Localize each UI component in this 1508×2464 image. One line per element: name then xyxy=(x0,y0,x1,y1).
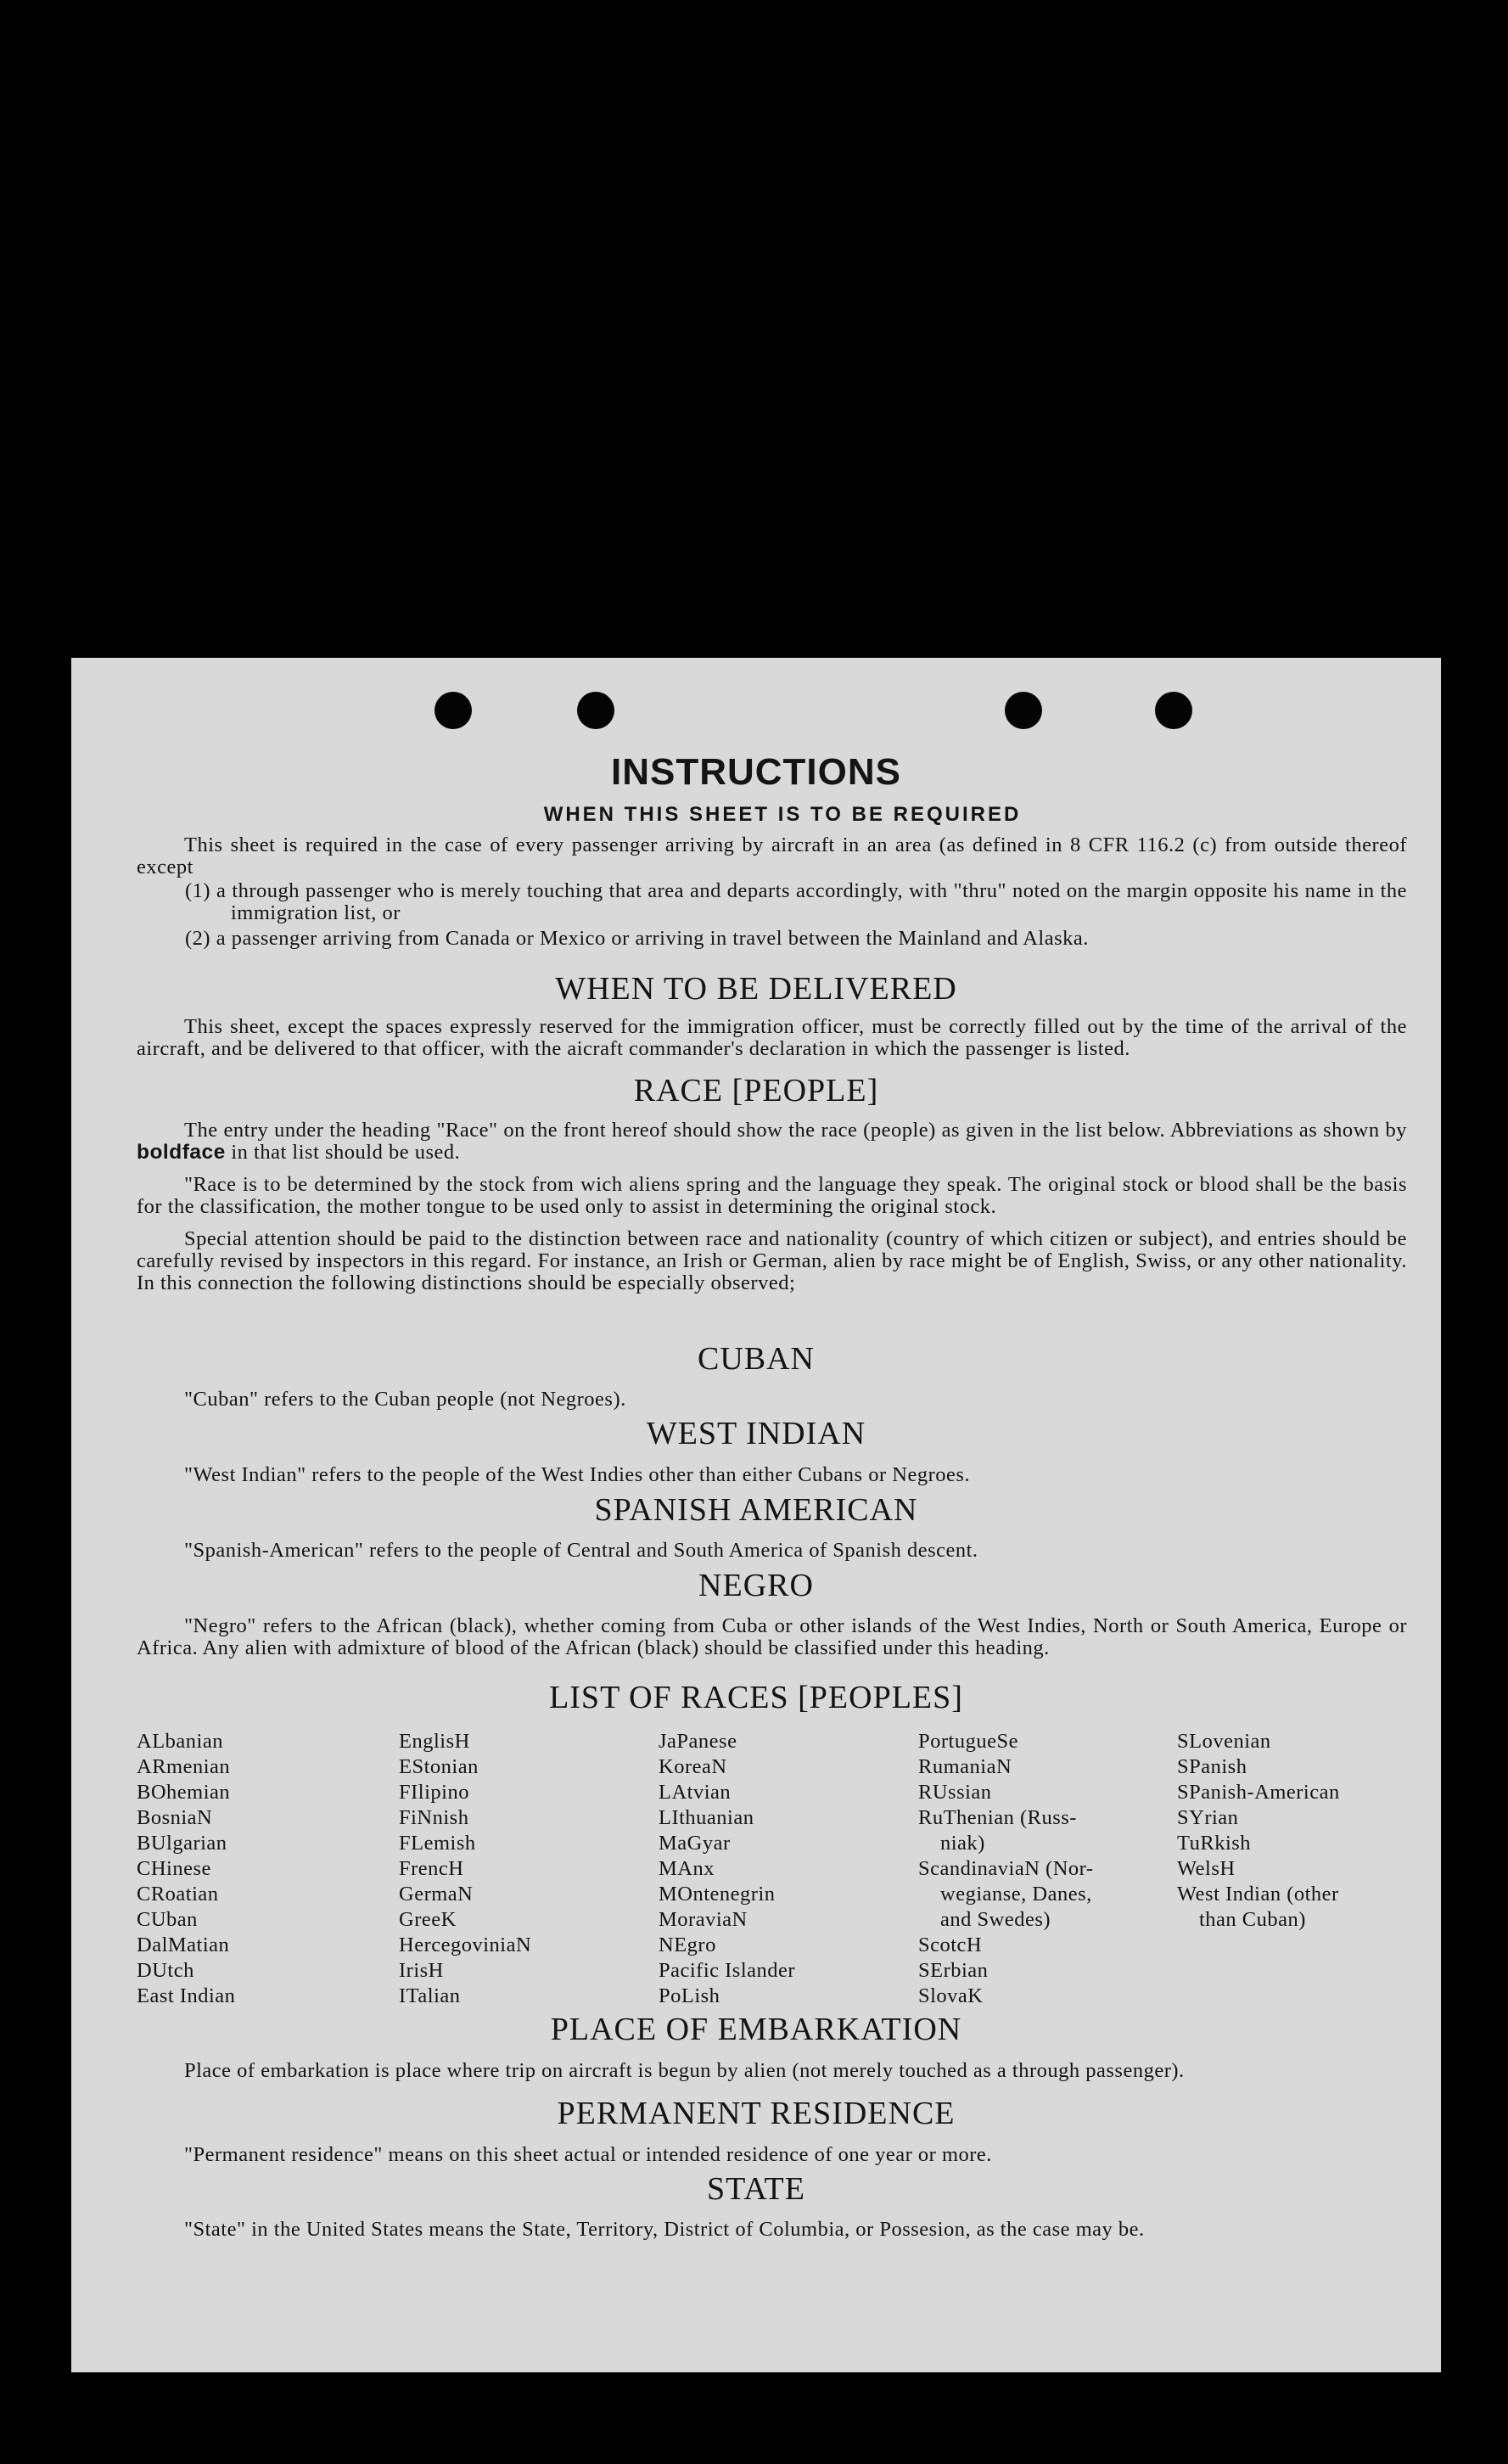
race-item: WelsH xyxy=(1177,1857,1236,1880)
race-text xyxy=(137,1120,1407,1294)
race-item: than Cuban) xyxy=(1199,1908,1306,1931)
race-item: ITalian xyxy=(399,1984,461,2007)
delivered-text xyxy=(137,1016,1407,1060)
race-item: LIthuanian xyxy=(659,1806,754,1829)
race-item: ScotcH xyxy=(918,1934,983,1956)
race-paragraph-1 xyxy=(137,1120,1407,1164)
race-item: MoraviaN xyxy=(659,1908,748,1931)
residence-paragraph: "Permanent residence" means on this sheet actual or intended residence of one year or more. xyxy=(184,2143,992,2166)
race-item: GreeK xyxy=(399,1908,457,1931)
west-indian-text xyxy=(137,1464,1407,1486)
race-item: SLovenian xyxy=(1177,1730,1271,1753)
race-item: CRoatian xyxy=(137,1883,219,1906)
race-item: Pacific Islander xyxy=(659,1959,796,1982)
race-item: LAtvian xyxy=(659,1781,732,1804)
race-item: MAnx xyxy=(659,1857,715,1880)
race-item: JaPanese xyxy=(659,1730,737,1753)
race-item: EnglisH xyxy=(399,1730,470,1753)
punch-hole xyxy=(1005,692,1042,729)
page-title: INSTRUCTIONS xyxy=(611,751,901,793)
race-item: RUssian xyxy=(918,1781,992,1804)
exception-2: (2) a passenger arriving from Canada or Mexico or arriving in travel between the Mainland and Alaska. xyxy=(185,927,1089,950)
west-indian-paragraph: "West Indian" refers to the people of the West Indies other than either Cubans or Negroes. xyxy=(184,1463,971,1486)
spanish-american-text xyxy=(137,1540,1407,1562)
race-p1-start: The entry under the heading "Race" on the front hereof should show the race (people) as given in the list below. Abbreviations as shown by xyxy=(184,1119,1407,1142)
race-item: ScandinaviaN (Nor- xyxy=(918,1857,1094,1880)
race-item: ALbanian xyxy=(137,1730,223,1753)
race-item: FLemish xyxy=(399,1832,476,1855)
race-item: DalMatian xyxy=(137,1934,230,1956)
embarkation-text xyxy=(137,2060,1407,2082)
race-item: SlovaK xyxy=(918,1984,984,2007)
race-item: RuThenian (Russ- xyxy=(918,1806,1077,1829)
required-intro: This sheet is required in the case of every passenger arriving by aircraft in an area (as defined in 8 CFR 116.2 (c) from outside thereof except xyxy=(137,833,1407,878)
race-item: FrencH xyxy=(399,1857,464,1880)
section-heading-cuban: CUBAN xyxy=(697,1341,816,1377)
races-column-5 xyxy=(1177,1729,1340,1933)
race-item: ARmenian xyxy=(137,1755,231,1778)
races-column-1 xyxy=(137,1729,235,2009)
cuban-paragraph: "Cuban" refers to the Cuban people (not Negroes). xyxy=(184,1388,626,1411)
section-heading-residence: PERMANENT RESIDENCE xyxy=(557,2096,956,2131)
residence-text xyxy=(137,2144,1407,2166)
state-paragraph: "State" in the United States means the State, Territory, District of Columbia, or Possesion, as the case may be. xyxy=(184,2218,1145,2241)
document-sheet xyxy=(71,658,1441,2372)
race-item: TuRkish xyxy=(1177,1832,1252,1855)
section-heading-delivered: WHEN TO BE DELIVERED xyxy=(555,971,957,1007)
boldface-word: boldface xyxy=(137,1141,226,1164)
section-heading-state: STATE xyxy=(707,2171,805,2207)
race-paragraph-2: "Race is to be determined by the stock from wich aliens spring and the language they speak. The original stock or blood shall be the basis for the classification, the mother tongue to be used only to assist in determining the original stock. xyxy=(137,1173,1407,1218)
section-heading-west-indian: WEST INDIAN xyxy=(646,1416,866,1451)
race-item: SPanish-American xyxy=(1177,1781,1340,1804)
race-item: East Indian xyxy=(137,1984,236,2007)
race-item: FiNnish xyxy=(399,1806,469,1829)
race-item: KoreaN xyxy=(659,1755,727,1778)
section-heading-embarkation: PLACE OF EMBARKATION xyxy=(550,2012,962,2047)
punch-hole xyxy=(1155,692,1192,729)
section-heading-negro: NEGRO xyxy=(698,1568,814,1603)
race-item: HercegoviniaN xyxy=(399,1934,532,1956)
race-item: BOhemian xyxy=(137,1781,231,1804)
race-item: PoLish xyxy=(659,1984,720,2007)
race-item: and Swedes) xyxy=(940,1908,1051,1931)
section-heading-race: RACE [PEOPLE] xyxy=(633,1073,879,1109)
cuban-text xyxy=(137,1389,1407,1411)
negro-paragraph: "Negro" refers to the African (black), whether coming from Cuba or other islands of the West Indies, North or South America, Europe or Africa. Any alien with admixture of blood of the African (black) should be classified under this heading. xyxy=(137,1614,1407,1659)
race-item: niak) xyxy=(940,1832,985,1855)
race-item: IrisH xyxy=(399,1959,444,1982)
race-item: West Indian (other xyxy=(1177,1883,1339,1906)
race-item: BUlgarian xyxy=(137,1832,227,1855)
punch-hole xyxy=(577,692,614,729)
required-section xyxy=(137,834,1407,950)
race-item: EStonian xyxy=(399,1755,479,1778)
race-item: SErbian xyxy=(918,1959,989,1982)
section-heading-spanish-american: SPANISH AMERICAN xyxy=(594,1492,918,1528)
race-item: PortugueSe xyxy=(918,1730,1018,1753)
embarkation-paragraph: Place of embarkation is place where trip on aircraft is begun by alien (not merely touched as a through passenger). xyxy=(184,2059,1185,2082)
section-heading-required: WHEN THIS SHEET IS TO BE REQUIRED xyxy=(543,803,1022,826)
spanish-american-paragraph: "Spanish-American" refers to the people of Central and South America of Spanish descent. xyxy=(184,1539,978,1562)
race-item: BosniaN xyxy=(137,1806,213,1829)
race-paragraph-3: Special attention should be paid to the distinction between race and nationality (country of which citizen or subject), and entries should be carefully revised by inspectors in this regard. For instance, an Irish or German, alien by race might be of English, Swiss, or any other nationality. In this connection the following distinctions should be especially observed; xyxy=(137,1227,1407,1294)
section-heading-list-of-races: LIST OF RACES [PEOPLES] xyxy=(549,1680,963,1715)
punch-hole xyxy=(434,692,472,729)
race-item: FIlipino xyxy=(399,1781,469,1804)
delivered-paragraph: This sheet, except the spaces expressly reserved for the immigration officer, must be correctly filled out by the time of the arrival of the aircraft, and be delivered to that officer, with the aicraft commander's declaration in which the passenger is listed. xyxy=(137,1015,1407,1060)
state-text xyxy=(137,2219,1407,2241)
race-item: SPanish xyxy=(1177,1755,1247,1778)
race-item: NEgro xyxy=(659,1934,716,1956)
race-item: DUtch xyxy=(137,1959,194,1982)
race-p1-end: in that list should be used. xyxy=(225,1141,461,1164)
race-item: CUban xyxy=(137,1908,198,1931)
races-column-2 xyxy=(399,1729,531,2009)
race-item: MOntenegrin xyxy=(659,1883,776,1906)
negro-text xyxy=(137,1615,1407,1659)
race-item: MaGyar xyxy=(659,1832,731,1855)
race-item: GermaN xyxy=(399,1883,474,1906)
exception-1: (1) a through passenger who is merely touching that area and departs accordingly, with "thru" noted on the margin opposite his name in the immigration list, or xyxy=(185,879,1407,924)
races-column-3 xyxy=(659,1729,795,2009)
race-item: RumaniaN xyxy=(918,1755,1012,1778)
race-item: SYrian xyxy=(1177,1806,1239,1829)
races-column-4 xyxy=(918,1729,1093,2009)
race-item: wegianse, Danes, xyxy=(940,1883,1092,1906)
race-item: CHinese xyxy=(137,1857,211,1880)
